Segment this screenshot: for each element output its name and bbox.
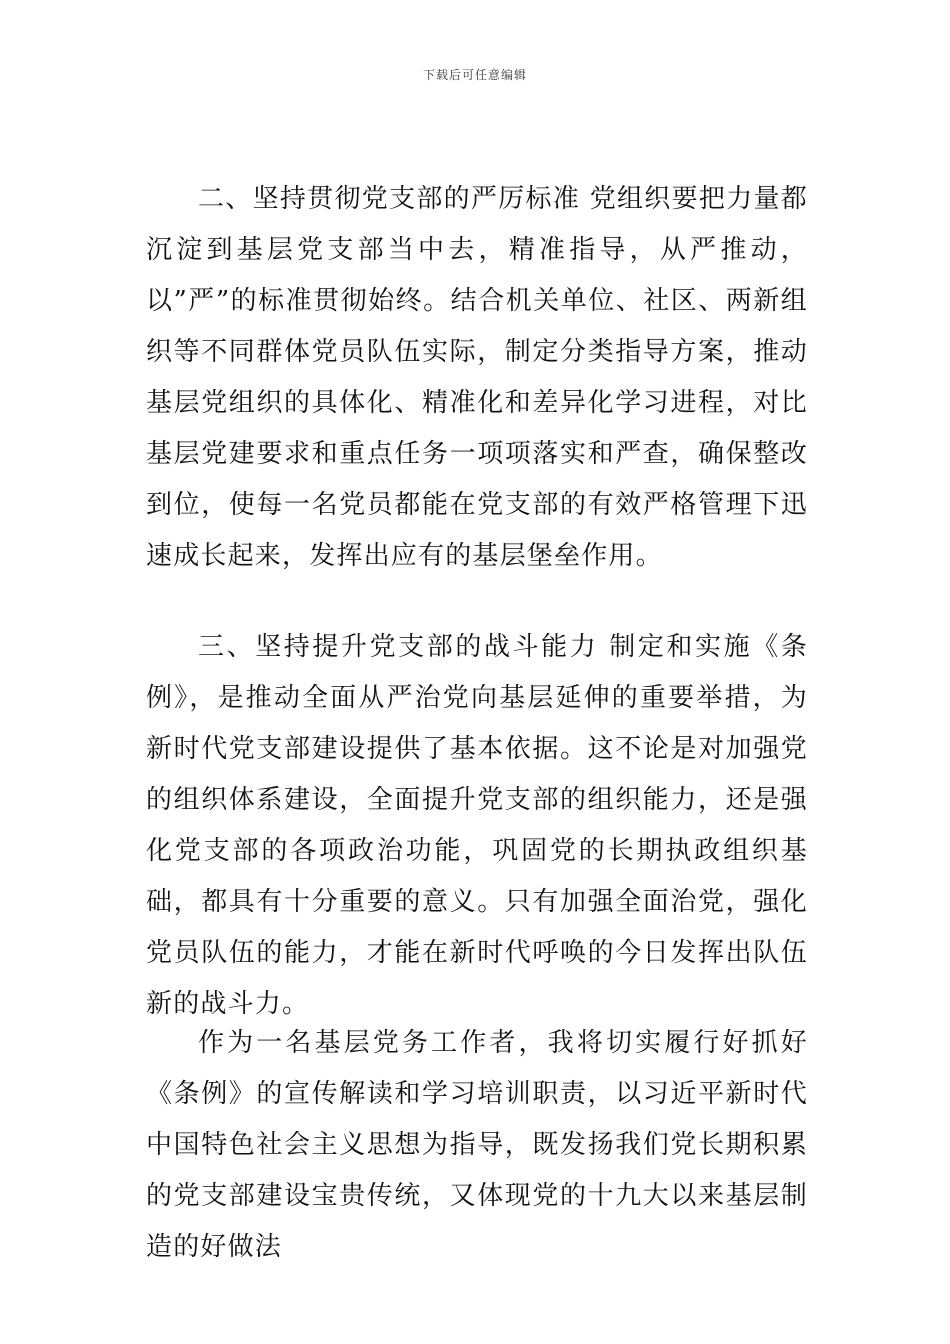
paragraph-standards: 二、坚持贯彻党支部的严厉标准 党组织要把力量都沉淀到基层党支部当中去，精准指导，从严推动，以”严”的标准贯彻始终。结合机关单位、社区、两新组织等不同群体党员队伍实际，制定分类指导方案，推动基层党组织的具体化、精准化和差异化学习进程，对比基层党建要求和重点任务一项项落实和严查，确保整改到位，使每一名党员都能在党支部的有效严格管理下迅速成长起来，发挥出应有的基层堡垒作用。	[146, 184, 808, 571]
paragraph-combat-capability: 三、坚持提升党支部的战斗能力 制定和实施《条例》，是推动全面从严治党向基层延伸的重要举措，为新时代党支部建设提供了基本依据。这不论是对加强党的组织体系建设，全面提升党支部的组织能力，还是强化党支部的各项政治功能，巩固党的长期执政组织基础，都具有十分重要的意义。只有加强全面治党，强化党员队伍的能力，才能在新时代呼唤的今日发挥出队伍新的战斗力。	[146, 632, 808, 1019]
paragraph-personal-commitment: 作为一名基层党务工作者，我将切实履行好抓好《条例》的宣传解读和学习培训职责，以习近平新时代中国特色社会主义思想为指导，既发扬我们党长期积累的党支部建设宝贵传统，又体现党的十九大以来基层制造的好做法	[146, 1028, 808, 1262]
header-note: 下载后可任意编辑	[422, 68, 527, 82]
